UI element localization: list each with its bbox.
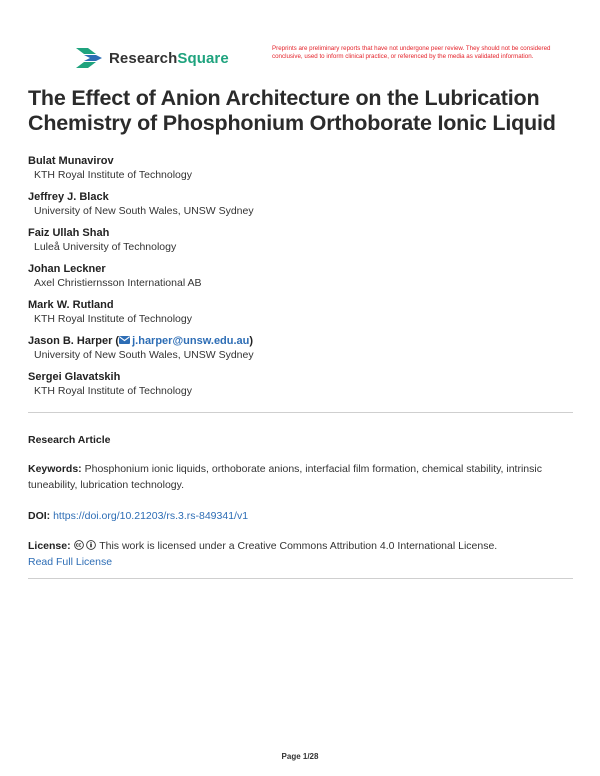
keywords — [28, 461, 576, 493]
author-name: Jeffrey J. Black — [28, 191, 109, 203]
envelope-icon — [119, 336, 130, 344]
preprint-notice: Preprints are preliminary reports that have not undergone peer review. They should not be considered conclusive, used to inform clinical practice, or referenced by the media as validated information. — [272, 45, 551, 60]
creative-commons-icon — [74, 540, 84, 550]
section-divider — [28, 578, 573, 579]
author-list — [28, 154, 576, 406]
author-affiliation: KTH Royal Institute of Technology — [34, 313, 192, 325]
author-affiliation: KTH Royal Institute of Technology — [34, 169, 192, 181]
section-divider — [28, 412, 573, 413]
keywords-text: Phosphonium ionic liquids, orthoborate anions, interfacial film formation, chemical stability, intrinsic tuneability, lubrication technology. — [28, 463, 542, 491]
research-square-logo-icon — [76, 48, 102, 68]
doi-label: DOI: — [28, 510, 51, 522]
paper-title: The Effect of Anion Architecture on the Lubrication Chemistry of Phosphonium Orthoborate Ionic Liquid — [28, 86, 556, 135]
author-entry — [28, 334, 576, 370]
read-full-license-link[interactable]: Read Full License — [28, 556, 113, 568]
author-entry — [28, 262, 576, 298]
research-square-logo[interactable] — [76, 48, 229, 68]
page-number: Page 1/28 — [281, 752, 319, 761]
author-entry — [28, 298, 576, 334]
author-entry — [28, 190, 576, 226]
attribution-icon — [86, 540, 96, 550]
author-name: Johan Leckner — [28, 263, 106, 275]
doi — [28, 508, 576, 524]
keywords-label: Keywords: — [28, 463, 82, 475]
author-affiliation: Axel Christiernsson International AB — [34, 277, 202, 289]
doi-link[interactable]: https://doi.org/10.21203/rs.3.rs-849341/v1 — [53, 510, 249, 522]
license-label: License: — [28, 540, 71, 552]
author-name: Jason B. Harper ( j.harper@unsw.edu.au) — [28, 335, 254, 347]
author-email-link[interactable]: j.harper@unsw.edu.au — [119, 335, 249, 347]
license-text: This work is licensed under a Creative Commons Attribution 4.0 International License. — [99, 540, 498, 552]
author-affiliation: Luleå University of Technology — [34, 241, 177, 253]
author-entry — [28, 370, 576, 406]
author-affiliation: University of New South Wales, UNSW Sydney — [34, 205, 254, 217]
author-name: Faiz Ullah Shah — [28, 227, 110, 239]
license — [28, 538, 576, 570]
author-entry — [28, 154, 576, 190]
author-affiliation: University of New South Wales, UNSW Sydney — [34, 349, 254, 361]
author-name: Sergei Glavatskih — [28, 371, 121, 383]
author-name: Mark W. Rutland — [28, 299, 114, 311]
author-name: Bulat Munavirov — [28, 155, 114, 167]
author-affiliation: KTH Royal Institute of Technology — [34, 385, 192, 397]
author-entry — [28, 226, 576, 262]
article-type: Research Article — [28, 434, 111, 446]
logo-text: ResearchSquare — [109, 49, 229, 67]
